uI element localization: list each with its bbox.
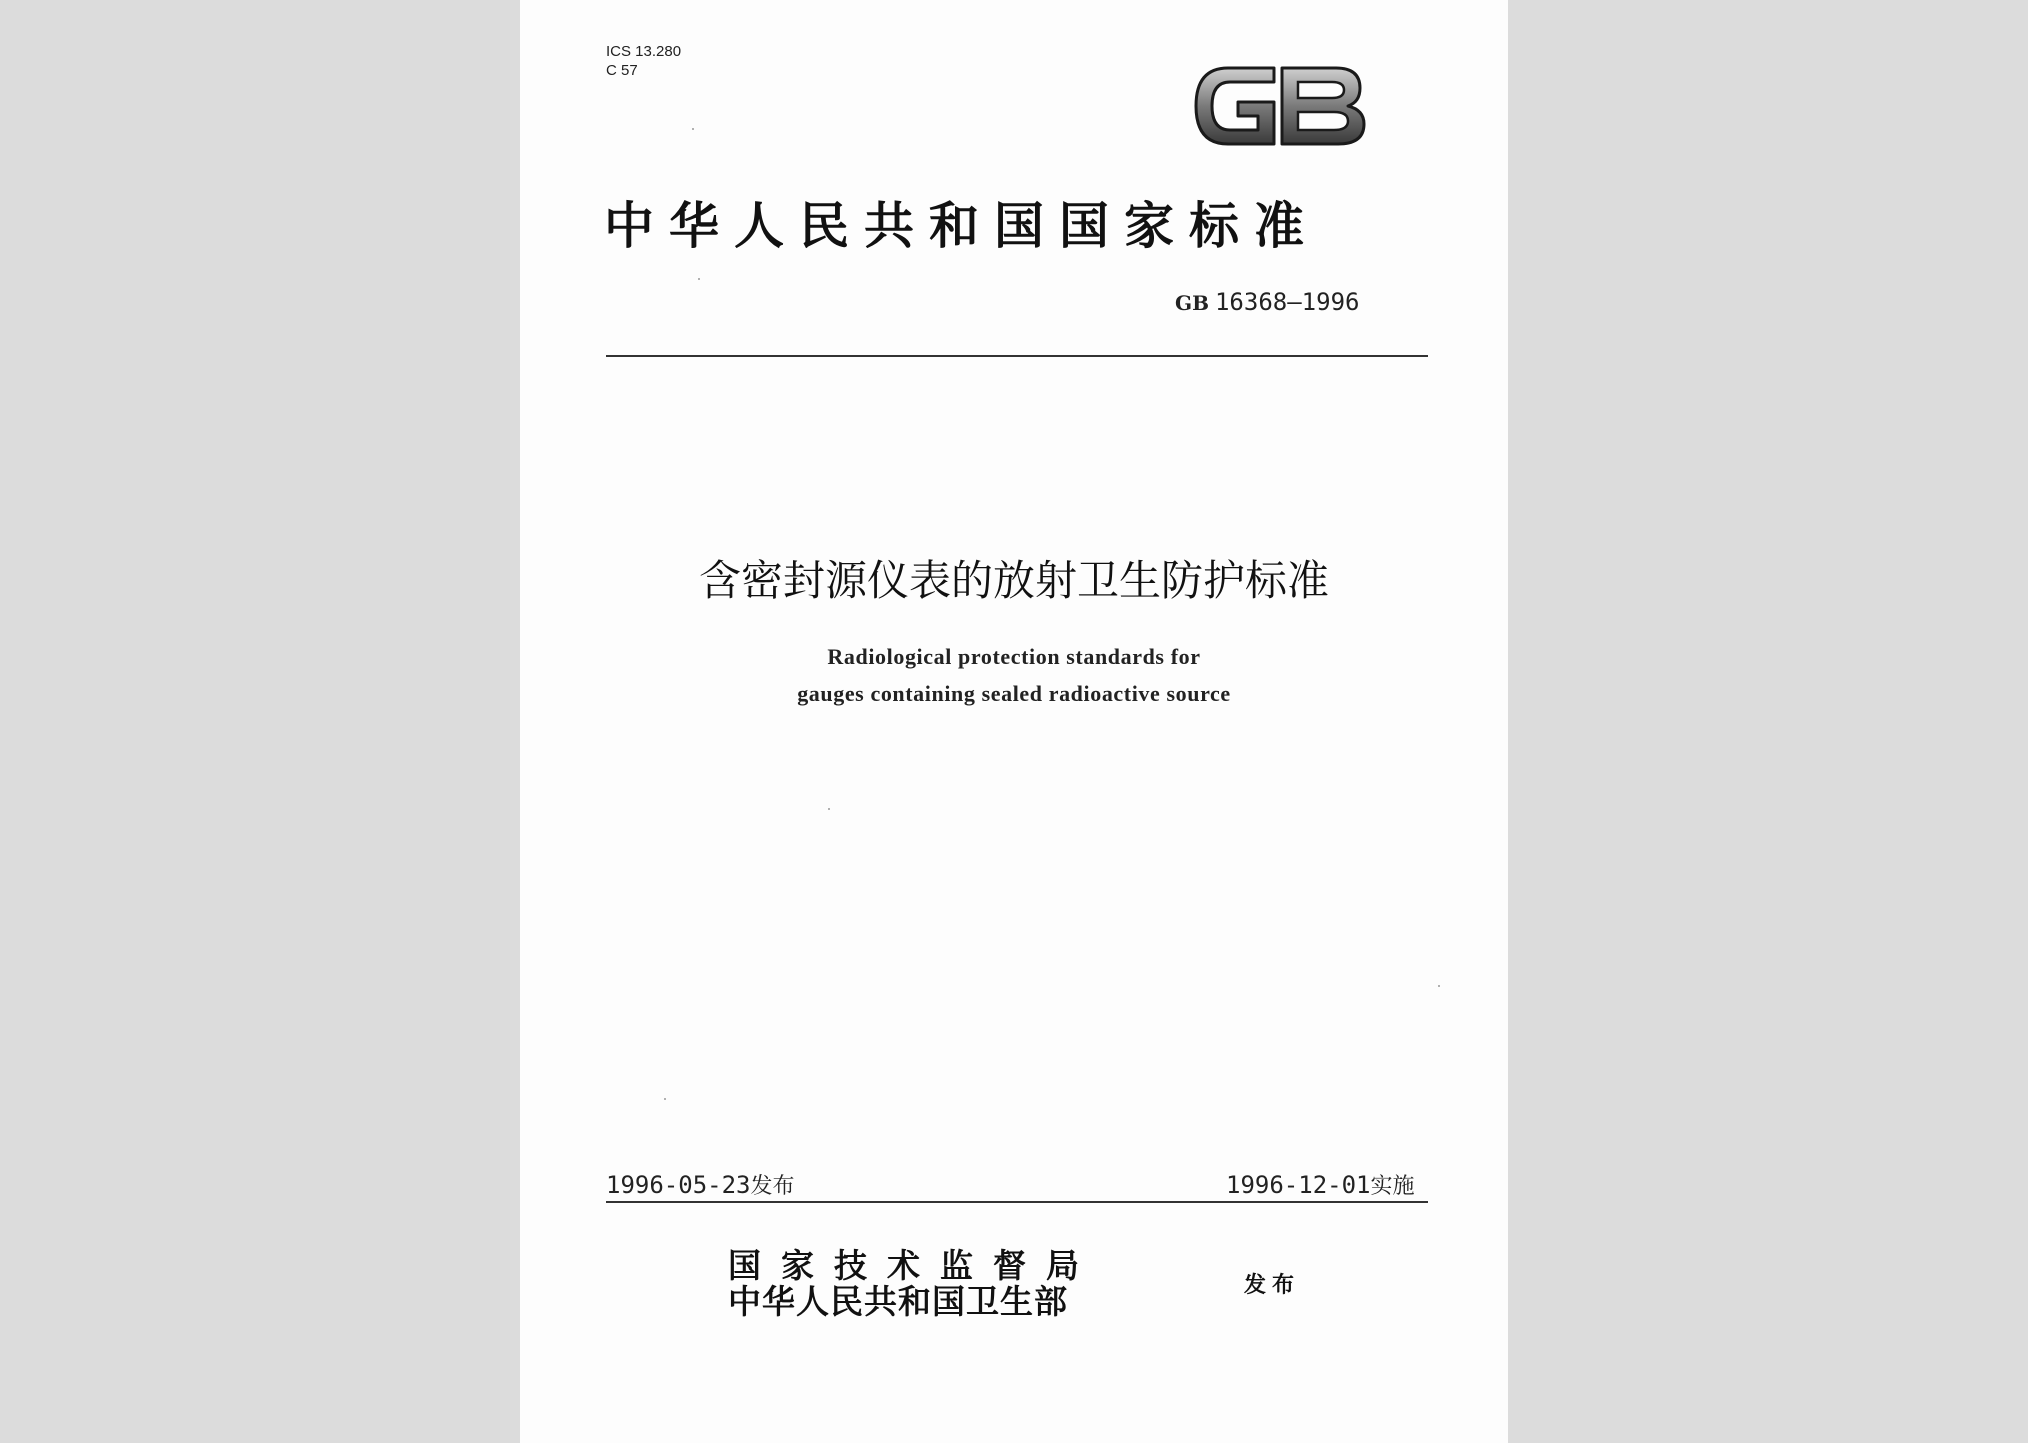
scan-speck <box>828 808 830 810</box>
publish-label: 发布 <box>1244 1273 1301 1298</box>
ics-code: ICS 13.280 <box>606 43 682 60</box>
standard-type-heading: 中华人民共和国国家标准 <box>604 197 1319 255</box>
standard-number <box>1175 288 1359 316</box>
effective-date-label: 实施 <box>1370 1174 1415 1199</box>
effective-date <box>1226 1169 1415 1200</box>
issue-date-value: 1996-05-23 <box>606 1171 751 1199</box>
standard-number-prefix: GB <box>1175 291 1209 315</box>
issuer-name: 中华人民共和国卫生部 <box>728 1282 1068 1321</box>
issuing-authorities <box>728 1248 1099 1320</box>
issue-date-label: 发布 <box>750 1174 795 1199</box>
scan-speck <box>692 128 694 130</box>
title-english-line-1: Radiological protection standards for <box>827 644 1201 669</box>
title-english-line-2: gauges containing sealed radioactive source <box>797 681 1231 706</box>
gb-logo-icon <box>1188 58 1372 154</box>
footer-divider <box>606 1201 1428 1203</box>
issuer-name: 国家技术监督局 <box>728 1246 1099 1285</box>
classification-codes <box>606 42 681 80</box>
effective-date-value: 1996-12-01 <box>1226 1171 1371 1199</box>
header-divider <box>606 355 1428 357</box>
ccs-code: C 57 <box>606 62 638 79</box>
document-page <box>520 0 1508 1443</box>
standard-number-value: 16368—1996 <box>1214 288 1360 316</box>
scan-speck <box>1438 985 1440 987</box>
issue-date <box>606 1169 795 1200</box>
scan-speck <box>664 1098 666 1100</box>
document-title-chinese: 含密封源仪表的放射卫生防护标准 <box>698 556 1329 605</box>
scan-speck <box>698 278 700 280</box>
document-title-english <box>520 638 1508 712</box>
